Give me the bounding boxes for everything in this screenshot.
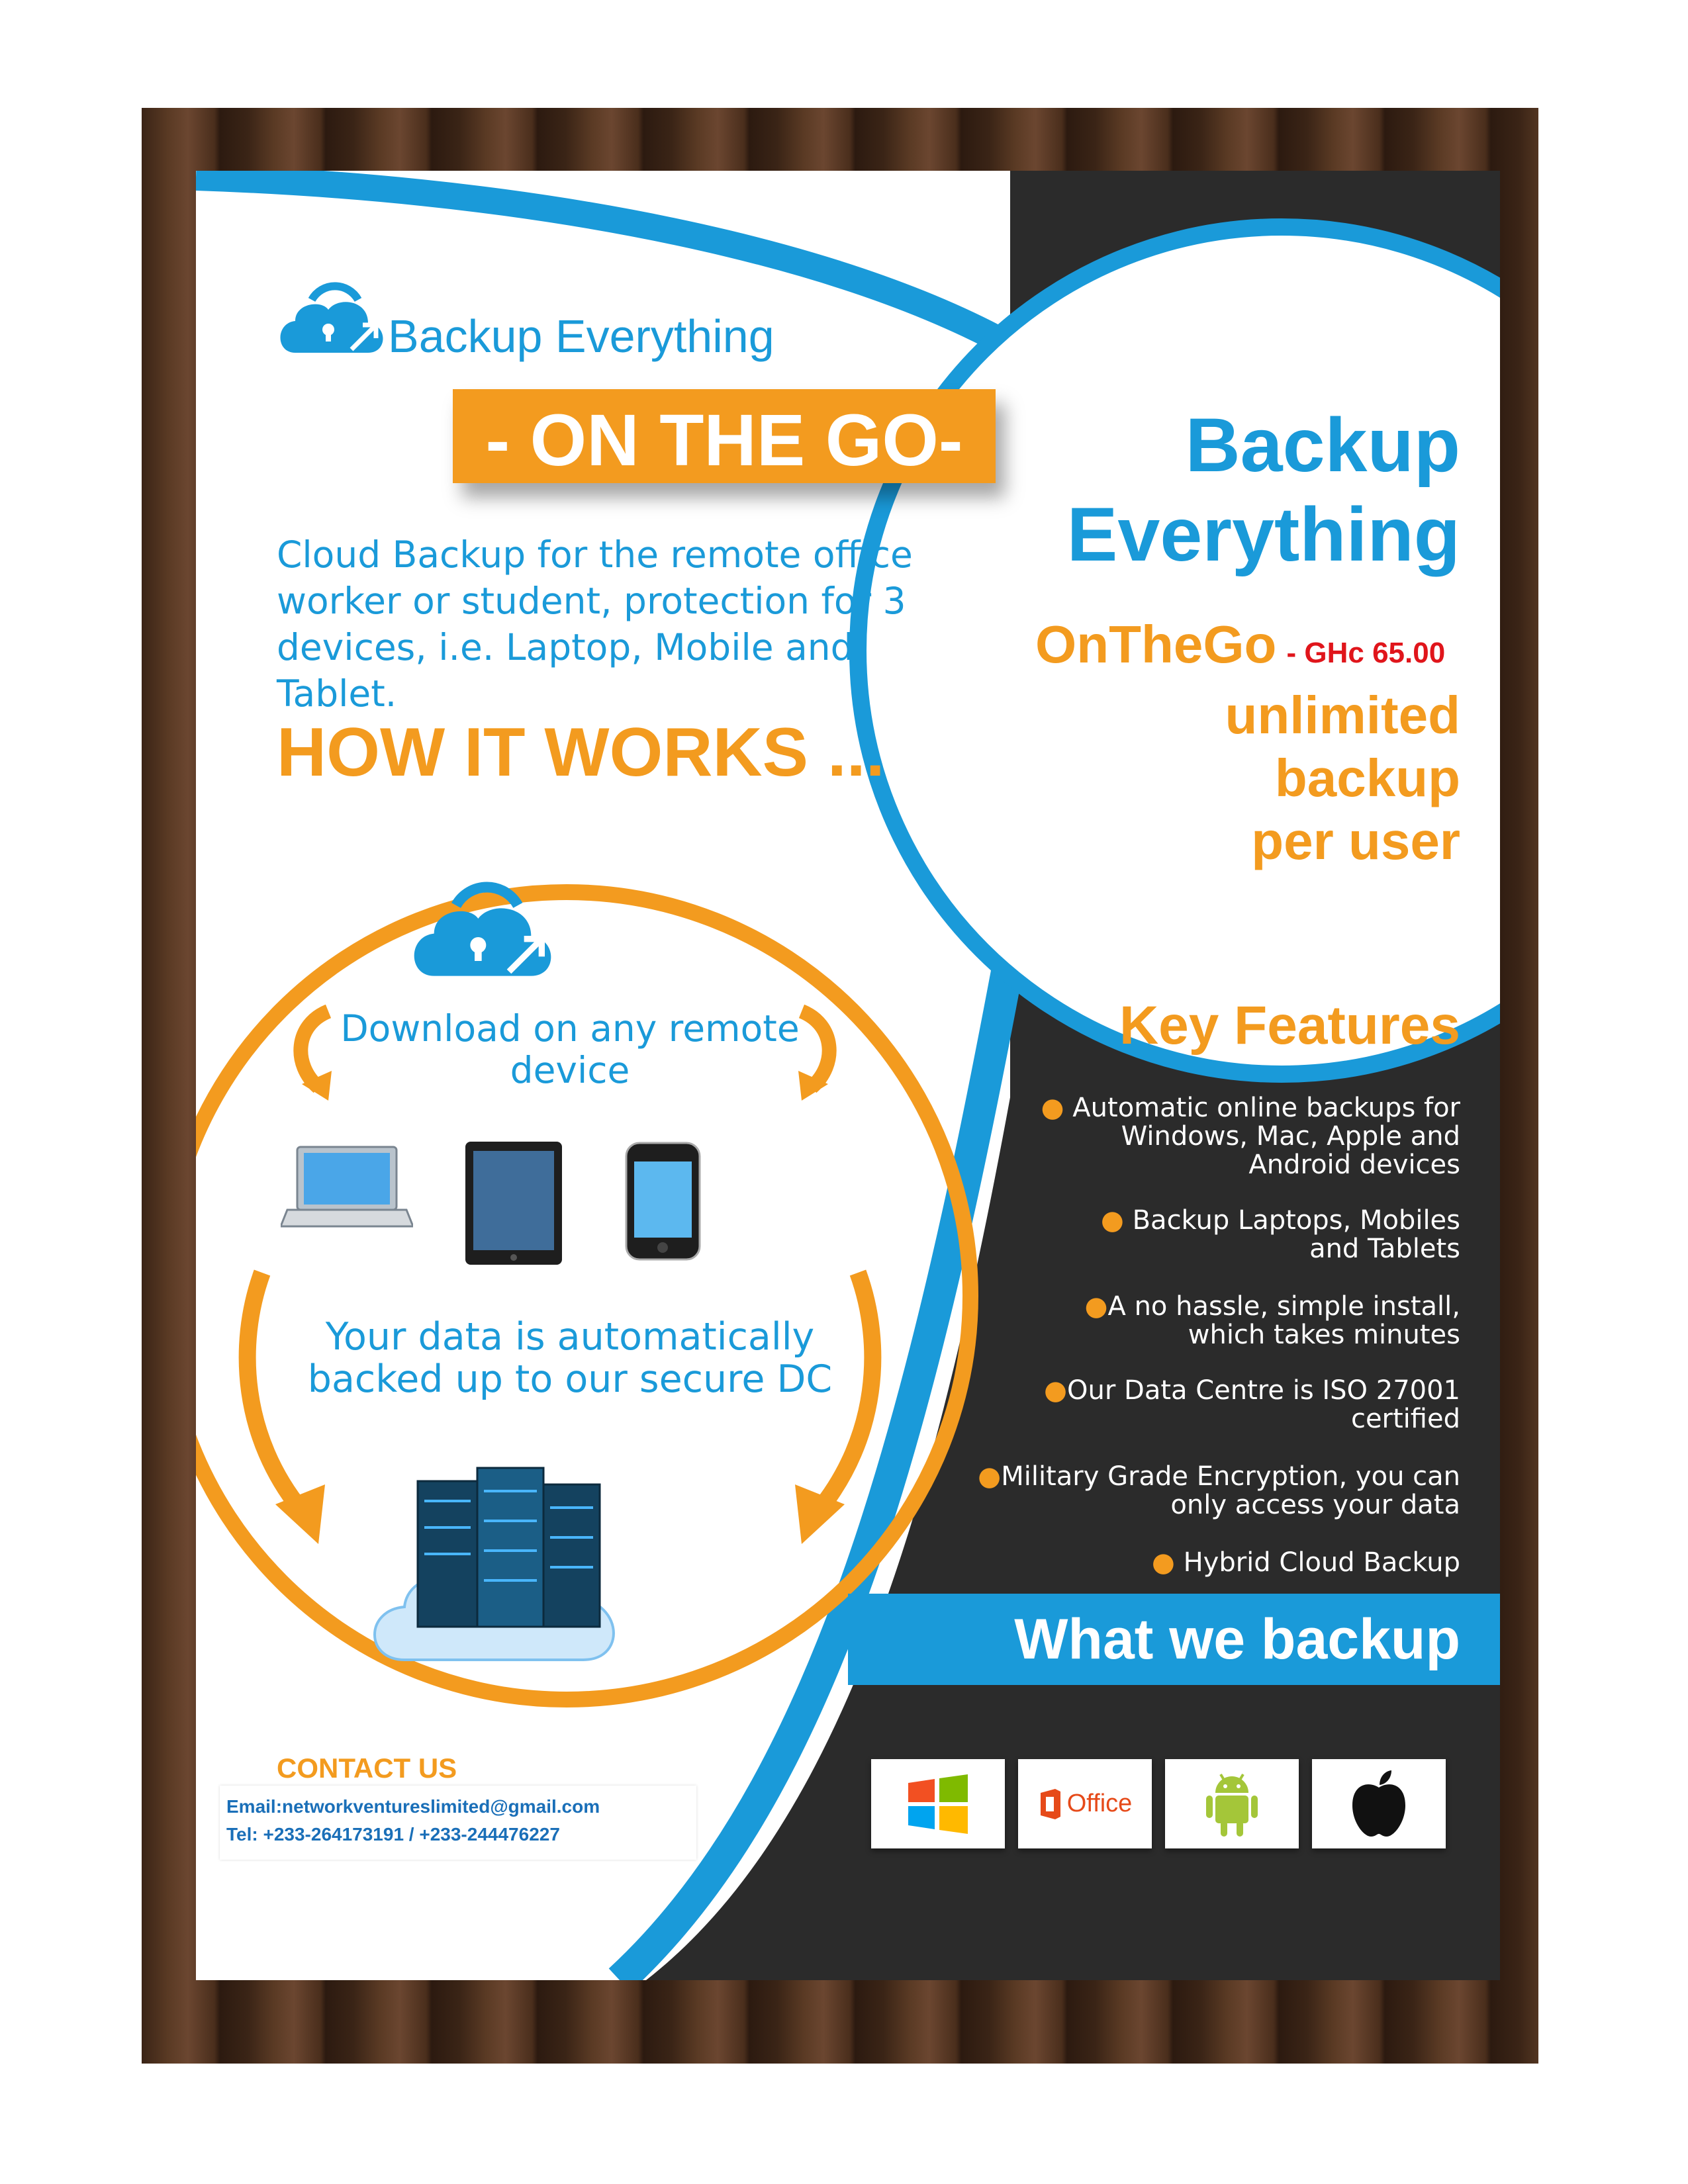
office-icon (1038, 1788, 1063, 1821)
offer-line-per-user: per user (1251, 811, 1460, 870)
curved-arrow-right-icon (782, 1005, 848, 1104)
step-backup-text: Your data is automatically backed up to our secure DC (307, 1315, 833, 1401)
feature-text: A no hassle, simple install, (1107, 1291, 1460, 1322)
down-arrow-right-icon (778, 1266, 884, 1551)
server-cloud-icon (365, 1461, 643, 1666)
offer-line-everything: Everything (1066, 492, 1460, 577)
feature-text: Android devices (1248, 1150, 1460, 1180)
offer-line-onthego: OnTheGo (1035, 615, 1277, 674)
contact-phone[interactable]: Tel: +233-264173191 / +233-244476227 (226, 1824, 560, 1844)
platform-tile-apple (1312, 1759, 1446, 1848)
feature-item: ●Military Grade Encryption, you can only access your data (978, 1461, 1460, 1520)
intro-text: Cloud Backup for the remote office worker or student, protection for 3 devices, i.e. Laptop, Mobile and Tablet. (277, 533, 913, 715)
contact-title: CONTACT US (277, 1752, 457, 1784)
feature-text: which takes minutes (1188, 1320, 1460, 1350)
contact-email[interactable]: Email:networkventureslimited@gmail.com (226, 1796, 600, 1817)
platform-tile-android (1165, 1759, 1299, 1848)
brand-name: Backup Everything (388, 310, 774, 362)
banner-label: - ON THE GO- (485, 400, 963, 481)
offer-line-backup: Backup (1185, 403, 1460, 488)
mobile-icon (625, 1142, 701, 1261)
feature-text: and Tablets (1309, 1234, 1460, 1264)
feature-text: Hybrid Cloud Backup (1183, 1547, 1460, 1578)
what-we-backup-title: What we backup (1014, 1608, 1460, 1671)
feature-text: certified (1350, 1404, 1460, 1434)
offer-line-unlimited: unlimited (1225, 686, 1460, 745)
how-it-works-title: HOW IT WORKS ... (277, 714, 885, 791)
laptop-icon (281, 1144, 413, 1230)
windows-icon (905, 1771, 971, 1837)
contact-box (220, 1786, 696, 1860)
feature-item: ● Backup Laptops, Mobiles and Tablets (1100, 1205, 1460, 1264)
offer-price: - GHc 65.00 (1286, 637, 1446, 669)
step-download-text: Download on any remote device (340, 1007, 800, 1091)
feature-text: Our Data Centre is ISO 27001 (1067, 1375, 1460, 1406)
tablet-icon (464, 1140, 563, 1266)
feature-item: ● Automatic online backups for Windows, Mac, Apple and Android devices (1041, 1093, 1460, 1180)
flyer (196, 171, 1500, 1980)
feature-text: Backup Laptops, Mobiles (1132, 1205, 1460, 1236)
what-we-backup-bar (848, 1594, 1500, 1685)
down-arrow-left-icon (236, 1266, 342, 1551)
feature-item: ● Hybrid Cloud Backup (1151, 1547, 1460, 1578)
feature-text: Military Grade Encryption, you can (1001, 1461, 1460, 1492)
feature-text: Automatic online backups for (1072, 1093, 1460, 1123)
offer-onthego-row (1035, 614, 1445, 675)
android-icon (1202, 1768, 1262, 1841)
offer-line-backup-2: backup (1274, 749, 1460, 807)
office-label: Office (1066, 1790, 1133, 1817)
apple-icon (1349, 1769, 1409, 1839)
cloud-lock-icon (406, 852, 559, 985)
platform-tile-windows (871, 1759, 1005, 1848)
feature-item: ●A no hassle, simple install, which takes minutes (1084, 1291, 1460, 1350)
feature-text: only access your data (1170, 1490, 1460, 1520)
feature-text: Windows, Mac, Apple and (1121, 1121, 1460, 1152)
cloud-lock-logo-icon (275, 260, 388, 359)
key-features-title: Key Features (1119, 995, 1460, 1056)
feature-item: ●Our Data Centre is ISO 27001 certified (1044, 1375, 1460, 1434)
platform-tile-office (1018, 1759, 1152, 1848)
on-the-go-banner (453, 389, 996, 483)
